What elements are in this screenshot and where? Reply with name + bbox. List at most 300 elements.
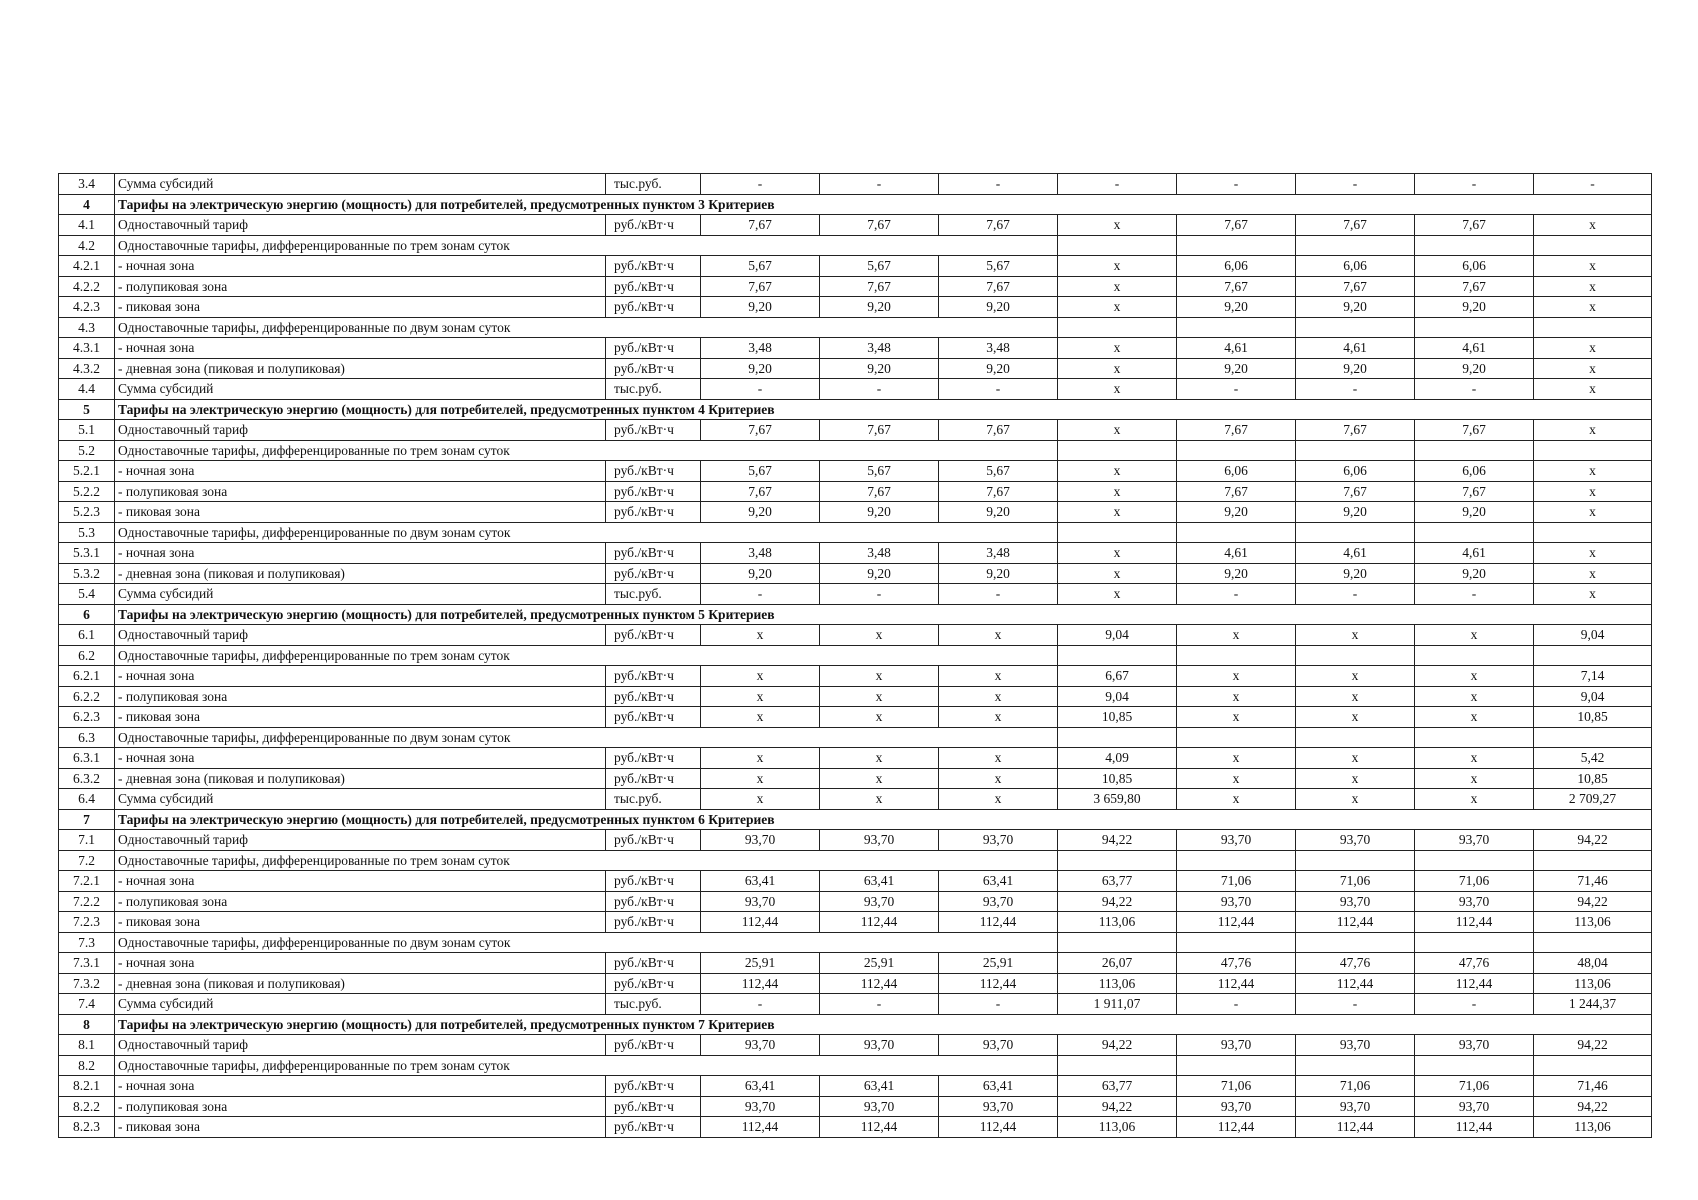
- value-cell: х: [1415, 666, 1534, 687]
- value-cell: 9,20: [1415, 297, 1534, 318]
- value-cell: 4,61: [1415, 338, 1534, 359]
- value-cell: -: [1534, 174, 1652, 195]
- blank-cell: [1177, 235, 1296, 256]
- indicator-name-cell: - полупиковая зона: [115, 481, 606, 502]
- value-cell: 112,44: [939, 1117, 1058, 1138]
- value-cell: 112,44: [1296, 973, 1415, 994]
- blank-cell: [1415, 235, 1534, 256]
- value-cell: 7,67: [820, 481, 939, 502]
- table-row: [59, 543, 1652, 564]
- row-number-cell: 7.3: [59, 932, 115, 953]
- value-cell: 112,44: [820, 973, 939, 994]
- table-row: [59, 1117, 1652, 1138]
- unit-cell: руб./кВт·ч: [606, 358, 701, 379]
- value-cell: 7,67: [1177, 481, 1296, 502]
- row-number-cell: 4.2.2: [59, 276, 115, 297]
- value-cell: 9,20: [1296, 297, 1415, 318]
- value-cell: 7,67: [1415, 420, 1534, 441]
- value-cell: х: [1177, 707, 1296, 728]
- value-cell: 6,06: [1415, 461, 1534, 482]
- unit-cell: руб./кВт·ч: [606, 625, 701, 646]
- indicator-name-cell: Сумма субсидий: [115, 584, 606, 605]
- group-header-row: [59, 235, 1652, 256]
- value-cell: -: [1296, 174, 1415, 195]
- unit-cell: руб./кВт·ч: [606, 420, 701, 441]
- table-row: [59, 379, 1652, 400]
- value-cell: 9,04: [1058, 686, 1177, 707]
- value-cell: 5,67: [701, 461, 820, 482]
- value-cell: х: [1415, 707, 1534, 728]
- value-cell: 7,67: [939, 215, 1058, 236]
- unit-cell: руб./кВт·ч: [606, 215, 701, 236]
- table-row: [59, 912, 1652, 933]
- table-row: [59, 871, 1652, 892]
- group-title-cell: Одноставочные тарифы, дифференцированные по трем зонам суток: [115, 235, 1058, 256]
- value-cell: х: [1058, 215, 1177, 236]
- value-cell: 7,67: [701, 481, 820, 502]
- blank-cell: [1415, 440, 1534, 461]
- value-cell: 93,70: [820, 830, 939, 851]
- group-title-cell: Одноставочные тарифы, дифференцированные по трем зонам суток: [115, 440, 1058, 461]
- row-number-cell: 6.2.3: [59, 707, 115, 728]
- value-cell: 7,67: [1296, 481, 1415, 502]
- unit-cell: руб./кВт·ч: [606, 297, 701, 318]
- row-number-cell: 8.2.2: [59, 1096, 115, 1117]
- value-cell: х: [820, 789, 939, 810]
- value-cell: х: [701, 768, 820, 789]
- row-number-cell: 5.3.2: [59, 563, 115, 584]
- blank-cell: [1058, 727, 1177, 748]
- value-cell: 112,44: [1296, 912, 1415, 933]
- value-cell: 7,14: [1534, 666, 1652, 687]
- row-number-cell: 8.2: [59, 1055, 115, 1076]
- blank-cell: [1296, 645, 1415, 666]
- value-cell: 5,67: [820, 461, 939, 482]
- value-cell: 4,61: [1296, 543, 1415, 564]
- value-cell: 113,06: [1534, 1117, 1652, 1138]
- blank-cell: [1534, 850, 1652, 871]
- value-cell: 6,67: [1058, 666, 1177, 687]
- value-cell: х: [1534, 358, 1652, 379]
- value-cell: 112,44: [939, 973, 1058, 994]
- section-title-cell: Тарифы на электрическую энергию (мощность) для потребителей, предусмотренных пунктом 5 Критериев: [115, 604, 1652, 625]
- row-number-cell: 8: [59, 1014, 115, 1035]
- row-number-cell: 7.3.1: [59, 953, 115, 974]
- row-number-cell: 7.2.2: [59, 891, 115, 912]
- blank-cell: [1058, 522, 1177, 543]
- value-cell: 93,70: [1177, 1035, 1296, 1056]
- value-cell: 9,20: [701, 358, 820, 379]
- value-cell: 93,70: [1415, 1035, 1534, 1056]
- value-cell: -: [1177, 584, 1296, 605]
- value-cell: 7,67: [701, 276, 820, 297]
- table-row: [59, 973, 1652, 994]
- row-number-cell: 7.1: [59, 830, 115, 851]
- value-cell: х: [1534, 379, 1652, 400]
- row-number-cell: 4.1: [59, 215, 115, 236]
- blank-cell: [1296, 1055, 1415, 1076]
- value-cell: х: [939, 666, 1058, 687]
- value-cell: 63,77: [1058, 871, 1177, 892]
- row-number-cell: 5.2.3: [59, 502, 115, 523]
- value-cell: 63,77: [1058, 1076, 1177, 1097]
- value-cell: х: [701, 707, 820, 728]
- value-cell: 94,22: [1058, 830, 1177, 851]
- table-row: [59, 502, 1652, 523]
- value-cell: х: [1058, 358, 1177, 379]
- table-row: [59, 891, 1652, 912]
- row-number-cell: 4.3.2: [59, 358, 115, 379]
- value-cell: -: [1177, 994, 1296, 1015]
- value-cell: 94,22: [1058, 1096, 1177, 1117]
- unit-cell: руб./кВт·ч: [606, 830, 701, 851]
- value-cell: 9,20: [1296, 358, 1415, 379]
- value-cell: 113,06: [1058, 1117, 1177, 1138]
- value-cell: 4,61: [1296, 338, 1415, 359]
- table-row: [59, 666, 1652, 687]
- blank-cell: [1296, 932, 1415, 953]
- value-cell: 93,70: [701, 830, 820, 851]
- unit-cell: руб./кВт·ч: [606, 912, 701, 933]
- indicator-name-cell: Сумма субсидий: [115, 379, 606, 400]
- table-row: [59, 297, 1652, 318]
- table-row: [59, 584, 1652, 605]
- value-cell: 5,42: [1534, 748, 1652, 769]
- value-cell: 9,20: [1177, 297, 1296, 318]
- value-cell: х: [701, 666, 820, 687]
- value-cell: 63,41: [820, 871, 939, 892]
- value-cell: 112,44: [1415, 912, 1534, 933]
- value-cell: 9,20: [1296, 502, 1415, 523]
- value-cell: 9,04: [1058, 625, 1177, 646]
- row-number-cell: 7.2: [59, 850, 115, 871]
- blank-cell: [1415, 522, 1534, 543]
- indicator-name-cell: - ночная зона: [115, 461, 606, 482]
- value-cell: х: [820, 686, 939, 707]
- unit-cell: руб./кВт·ч: [606, 686, 701, 707]
- row-number-cell: 5.2: [59, 440, 115, 461]
- value-cell: 7,67: [820, 276, 939, 297]
- table-row: [59, 461, 1652, 482]
- value-cell: 93,70: [701, 1096, 820, 1117]
- value-cell: -: [939, 379, 1058, 400]
- indicator-name-cell: Одноставочный тариф: [115, 625, 606, 646]
- unit-cell: руб./кВт·ч: [606, 891, 701, 912]
- value-cell: 5,67: [820, 256, 939, 277]
- indicator-name-cell: - пиковая зона: [115, 502, 606, 523]
- value-cell: 4,61: [1177, 543, 1296, 564]
- value-cell: -: [701, 994, 820, 1015]
- value-cell: 9,20: [939, 297, 1058, 318]
- value-cell: 93,70: [1296, 891, 1415, 912]
- value-cell: 112,44: [820, 912, 939, 933]
- value-cell: х: [820, 666, 939, 687]
- blank-cell: [1177, 440, 1296, 461]
- value-cell: 7,67: [1296, 215, 1415, 236]
- blank-cell: [1296, 727, 1415, 748]
- value-cell: 9,04: [1534, 686, 1652, 707]
- value-cell: х: [939, 625, 1058, 646]
- value-cell: х: [1296, 768, 1415, 789]
- value-cell: х: [1534, 481, 1652, 502]
- value-cell: -: [939, 174, 1058, 195]
- blank-cell: [1058, 317, 1177, 338]
- value-cell: 9,20: [820, 563, 939, 584]
- value-cell: -: [1415, 174, 1534, 195]
- value-cell: 9,20: [820, 502, 939, 523]
- value-cell: 71,06: [1415, 1076, 1534, 1097]
- table-row: [59, 1096, 1652, 1117]
- group-header-row: [59, 1055, 1652, 1076]
- value-cell: 7,67: [1177, 420, 1296, 441]
- row-number-cell: 3.4: [59, 174, 115, 195]
- row-number-cell: 4.3: [59, 317, 115, 338]
- value-cell: 7,67: [820, 215, 939, 236]
- value-cell: 7,67: [939, 420, 1058, 441]
- group-title-cell: Одноставочные тарифы, дифференцированные по трем зонам суток: [115, 645, 1058, 666]
- value-cell: 9,20: [939, 502, 1058, 523]
- blank-cell: [1058, 850, 1177, 871]
- indicator-name-cell: - пиковая зона: [115, 297, 606, 318]
- tariff-table-body: [59, 174, 1652, 1138]
- blank-cell: [1534, 932, 1652, 953]
- row-number-cell: 4: [59, 194, 115, 215]
- value-cell: х: [820, 707, 939, 728]
- value-cell: 4,61: [1177, 338, 1296, 359]
- blank-cell: [1415, 645, 1534, 666]
- indicator-name-cell: - ночная зона: [115, 748, 606, 769]
- value-cell: 71,06: [1177, 1076, 1296, 1097]
- value-cell: 93,70: [820, 1035, 939, 1056]
- value-cell: х: [1058, 584, 1177, 605]
- value-cell: 94,22: [1534, 891, 1652, 912]
- value-cell: х: [1534, 256, 1652, 277]
- value-cell: 9,20: [939, 563, 1058, 584]
- value-cell: 48,04: [1534, 953, 1652, 974]
- table-row: [59, 768, 1652, 789]
- value-cell: х: [701, 789, 820, 810]
- row-number-cell: 5.3: [59, 522, 115, 543]
- table-row: [59, 707, 1652, 728]
- value-cell: 93,70: [1415, 830, 1534, 851]
- value-cell: 93,70: [1296, 1035, 1415, 1056]
- value-cell: х: [1058, 297, 1177, 318]
- value-cell: 94,22: [1534, 1035, 1652, 1056]
- blank-cell: [1534, 645, 1652, 666]
- value-cell: х: [1415, 768, 1534, 789]
- value-cell: х: [701, 686, 820, 707]
- section-title-cell: Тарифы на электрическую энергию (мощность) для потребителей, предусмотренных пунктом 6 Критериев: [115, 809, 1652, 830]
- row-number-cell: 6.3.2: [59, 768, 115, 789]
- table-row: [59, 789, 1652, 810]
- value-cell: х: [1534, 215, 1652, 236]
- row-number-cell: 7.4: [59, 994, 115, 1015]
- value-cell: 6,06: [1177, 256, 1296, 277]
- blank-cell: [1534, 317, 1652, 338]
- value-cell: 112,44: [701, 973, 820, 994]
- value-cell: 7,67: [820, 420, 939, 441]
- value-cell: 10,85: [1534, 707, 1652, 728]
- value-cell: 47,76: [1415, 953, 1534, 974]
- row-number-cell: 5.2.1: [59, 461, 115, 482]
- indicator-name-cell: Одноставочный тариф: [115, 215, 606, 236]
- row-number-cell: 7.2.3: [59, 912, 115, 933]
- value-cell: 3,48: [939, 338, 1058, 359]
- value-cell: х: [820, 748, 939, 769]
- blank-cell: [1177, 645, 1296, 666]
- table-row: [59, 625, 1652, 646]
- indicator-name-cell: - ночная зона: [115, 543, 606, 564]
- value-cell: 3,48: [701, 543, 820, 564]
- blank-cell: [1177, 727, 1296, 748]
- unit-cell: тыс.руб.: [606, 174, 701, 195]
- value-cell: х: [1296, 707, 1415, 728]
- value-cell: -: [1415, 584, 1534, 605]
- value-cell: 9,20: [820, 297, 939, 318]
- value-cell: х: [939, 789, 1058, 810]
- value-cell: 10,85: [1534, 768, 1652, 789]
- value-cell: 112,44: [701, 912, 820, 933]
- unit-cell: руб./кВт·ч: [606, 256, 701, 277]
- value-cell: 25,91: [820, 953, 939, 974]
- value-cell: х: [939, 707, 1058, 728]
- value-cell: 9,20: [1177, 502, 1296, 523]
- unit-cell: руб./кВт·ч: [606, 1035, 701, 1056]
- unit-cell: руб./кВт·ч: [606, 748, 701, 769]
- indicator-name-cell: Сумма субсидий: [115, 994, 606, 1015]
- value-cell: 7,67: [701, 420, 820, 441]
- unit-cell: руб./кВт·ч: [606, 276, 701, 297]
- indicator-name-cell: - дневная зона (пиковая и полупиковая): [115, 973, 606, 994]
- blank-cell: [1415, 932, 1534, 953]
- value-cell: -: [1177, 379, 1296, 400]
- value-cell: -: [701, 379, 820, 400]
- blank-cell: [1296, 317, 1415, 338]
- value-cell: -: [939, 584, 1058, 605]
- table-row: [59, 686, 1652, 707]
- value-cell: 113,06: [1058, 912, 1177, 933]
- indicator-name-cell: Сумма субсидий: [115, 174, 606, 195]
- table-row: [59, 276, 1652, 297]
- table-row: [59, 358, 1652, 379]
- table-row: [59, 953, 1652, 974]
- value-cell: х: [1534, 584, 1652, 605]
- blank-cell: [1177, 850, 1296, 871]
- value-cell: 93,70: [1177, 1096, 1296, 1117]
- indicator-name-cell: - полупиковая зона: [115, 1096, 606, 1117]
- value-cell: 7,67: [1415, 276, 1534, 297]
- row-number-cell: 4.2.3: [59, 297, 115, 318]
- value-cell: 3,48: [820, 338, 939, 359]
- value-cell: -: [820, 379, 939, 400]
- value-cell: х: [1058, 338, 1177, 359]
- table-row: [59, 1076, 1652, 1097]
- value-cell: 112,44: [1415, 1117, 1534, 1138]
- group-title-cell: Одноставочные тарифы, дифференцированные по двум зонам суток: [115, 522, 1058, 543]
- row-number-cell: 4.2.1: [59, 256, 115, 277]
- table-row: [59, 748, 1652, 769]
- table-row: [59, 174, 1652, 195]
- value-cell: -: [820, 174, 939, 195]
- value-cell: х: [939, 768, 1058, 789]
- value-cell: 7,67: [1296, 420, 1415, 441]
- blank-cell: [1415, 727, 1534, 748]
- value-cell: 112,44: [1415, 973, 1534, 994]
- blank-cell: [1058, 645, 1177, 666]
- row-number-cell: 4.4: [59, 379, 115, 400]
- value-cell: х: [1534, 563, 1652, 584]
- value-cell: 5,67: [701, 256, 820, 277]
- group-title-cell: Одноставочные тарифы, дифференцированные по трем зонам суток: [115, 1055, 1058, 1076]
- row-number-cell: 4.2: [59, 235, 115, 256]
- unit-cell: руб./кВт·ч: [606, 481, 701, 502]
- unit-cell: тыс.руб.: [606, 994, 701, 1015]
- unit-cell: тыс.руб.: [606, 789, 701, 810]
- value-cell: 7,67: [1415, 215, 1534, 236]
- value-cell: х: [1177, 748, 1296, 769]
- value-cell: 7,67: [939, 276, 1058, 297]
- unit-cell: руб./кВт·ч: [606, 707, 701, 728]
- indicator-name-cell: - дневная зона (пиковая и полупиковая): [115, 768, 606, 789]
- row-number-cell: 6.3: [59, 727, 115, 748]
- value-cell: х: [1058, 502, 1177, 523]
- value-cell: 6,06: [1177, 461, 1296, 482]
- unit-cell: руб./кВт·ч: [606, 973, 701, 994]
- indicator-name-cell: - ночная зона: [115, 953, 606, 974]
- indicator-name-cell: - полупиковая зона: [115, 686, 606, 707]
- blank-cell: [1058, 440, 1177, 461]
- tariff-table: [58, 173, 1652, 1138]
- value-cell: 7,67: [1415, 481, 1534, 502]
- row-number-cell: 7: [59, 809, 115, 830]
- value-cell: 6,06: [1296, 256, 1415, 277]
- value-cell: х: [1058, 276, 1177, 297]
- row-number-cell: 5.4: [59, 584, 115, 605]
- value-cell: 9,20: [701, 563, 820, 584]
- value-cell: 9,20: [939, 358, 1058, 379]
- blank-cell: [1296, 522, 1415, 543]
- table-row: [59, 338, 1652, 359]
- row-number-cell: 4.3.1: [59, 338, 115, 359]
- unit-cell: руб./кВт·ч: [606, 461, 701, 482]
- unit-cell: руб./кВт·ч: [606, 563, 701, 584]
- blank-cell: [1534, 1055, 1652, 1076]
- value-cell: 71,06: [1296, 871, 1415, 892]
- row-number-cell: 7.3.2: [59, 973, 115, 994]
- value-cell: х: [1058, 256, 1177, 277]
- value-cell: х: [1534, 461, 1652, 482]
- section-title-cell: Тарифы на электрическую энергию (мощность) для потребителей, предусмотренных пунктом 3 Критериев: [115, 194, 1652, 215]
- value-cell: 112,44: [1177, 912, 1296, 933]
- value-cell: 63,41: [701, 1076, 820, 1097]
- value-cell: 93,70: [1177, 830, 1296, 851]
- value-cell: х: [1534, 338, 1652, 359]
- value-cell: 7,67: [701, 215, 820, 236]
- value-cell: 5,67: [939, 461, 1058, 482]
- unit-cell: руб./кВт·ч: [606, 1117, 701, 1138]
- blank-cell: [1534, 522, 1652, 543]
- value-cell: 6,06: [1296, 461, 1415, 482]
- group-header-row: [59, 440, 1652, 461]
- value-cell: х: [1058, 461, 1177, 482]
- row-number-cell: 6.2.2: [59, 686, 115, 707]
- value-cell: 112,44: [1177, 973, 1296, 994]
- row-number-cell: 8.2.1: [59, 1076, 115, 1097]
- value-cell: 93,70: [701, 891, 820, 912]
- value-cell: 47,76: [1296, 953, 1415, 974]
- indicator-name-cell: - ночная зона: [115, 666, 606, 687]
- row-number-cell: 8.1: [59, 1035, 115, 1056]
